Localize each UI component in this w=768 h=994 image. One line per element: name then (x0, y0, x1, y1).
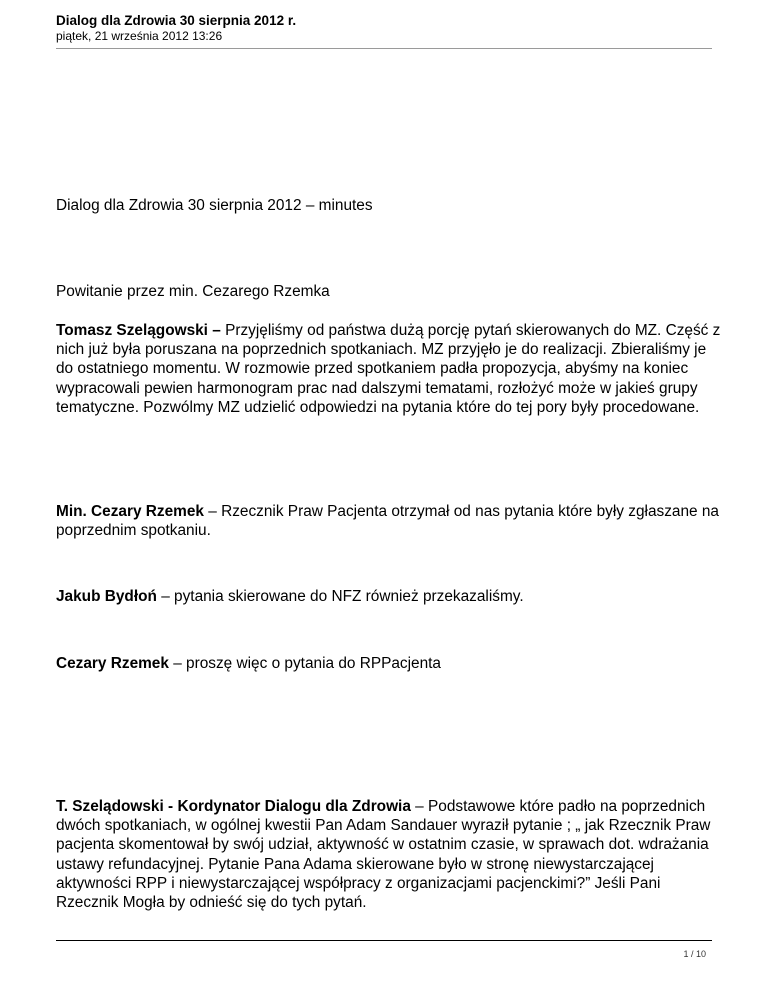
paragraph-bydlon (56, 587, 726, 606)
speaker-name: Min. Cezary Rzemek (56, 503, 204, 520)
paragraph-text: – Podstawowe które padło na poprzednich dwóch spotkaniach, w ogólnej kwestii Pan Adam Sandauer wyraził pytanie ; „ jak Rzecznik Praw pacjenta skomentował by swój udział, aktywność w ostatnim czasie, w sprawach dot. wdrażania ustawy refundacyjnej. Pytanie Pana Adama skierowane było w stronę niewystarczającej aktywności RPP i niewystarczającej współpracy z organizacjami pacjenckimi?” Jeśli Pani Rzecznik Mogła by odnieść się do tych pytań. (56, 798, 711, 912)
speaker-name: Tomasz Szelągowski – (56, 322, 221, 339)
speaker-name: Cezary Rzemek (56, 655, 169, 672)
paragraph-szeladowski (56, 797, 726, 912)
page-number: 1 / 10 (683, 949, 706, 959)
paragraph-text: Przyjęliśmy od państwa dużą porcję pytań skierowanych do MZ. Część z nich już była poruszana na poprzednich spotkaniach. MZ przyjęło je do realizacji. Zbieraliśmy je do ostatniego momentu. W rozmowie przed spotkaniem padła propozycja, abyśmy na koniec wypracowali pewien harmonogram prac nad dalszymi tematami, rozłożyć może w jakieś grupy tematyczne. Pozwólmy MZ udzielić odpowiedzi na pytania które do tej pory były procedowane. (56, 322, 721, 416)
paragraph-text: – proszę więc o pytania do RPPacjenta (168, 655, 441, 672)
paragraph-text: – Rzecznik Praw Pacjenta otrzymał od nas pytania które były zgłaszane na poprzednim spotkaniu. (56, 503, 719, 540)
page-header (56, 13, 712, 44)
welcome-line: Powitanie przez min. Cezarego Rzemka (56, 283, 330, 300)
paragraph-rzemek (56, 654, 726, 673)
paragraph-text: – pytania skierowane do NFZ również przekazaliśmy. (156, 588, 524, 605)
speaker-name: Jakub Bydłoń (56, 588, 157, 605)
footer-divider (56, 940, 712, 941)
document-title-line: Dialog dla Zdrowia 30 sierpnia 2012 – minutes (56, 197, 373, 214)
header-date: piątek, 21 września 2012 13:26 (56, 29, 223, 43)
paragraph-szelagowski (56, 321, 726, 417)
speaker-name: T. Szelądowski - Kordynator Dialogu dla Zdrowia (56, 798, 411, 815)
header-divider (56, 48, 712, 49)
paragraph-rzemek-min (56, 502, 726, 540)
header-title: Dialog dla Zdrowia 30 sierpnia 2012 r. (56, 13, 297, 28)
